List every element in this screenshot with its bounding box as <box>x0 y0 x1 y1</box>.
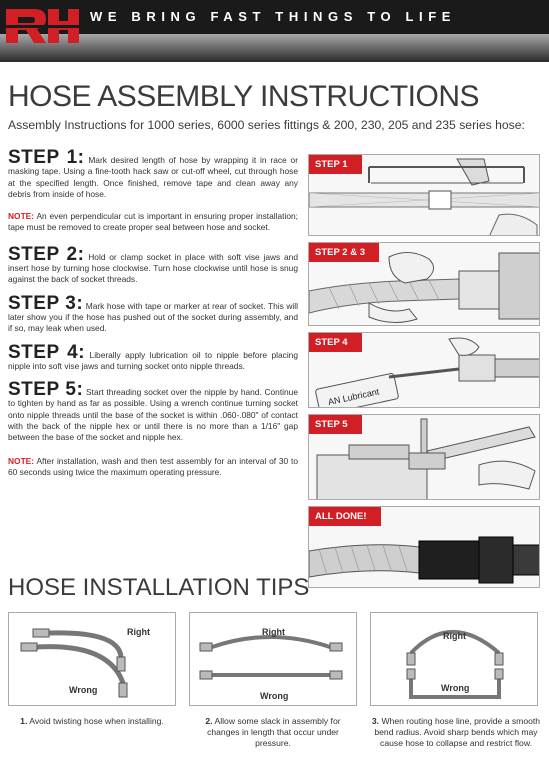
right-label: Right <box>262 627 285 637</box>
panel-all-done <box>308 506 540 588</box>
step-label: STEP 3: <box>8 292 84 314</box>
right-label: Right <box>127 627 150 637</box>
step-text: Mark desired length of hose by wrapping it in race or masking tape. Using a fine-tooth hack saw or cut-off wheel, cut through hose at the specified length. Once finished, remove tape and clean away any debris from inside of hose. <box>8 155 298 199</box>
tip-text: Allow some slack in assembly for changes in length that occur under pressure. <box>207 716 341 748</box>
tip-3-caption <box>370 716 542 749</box>
panel-tag: STEP 5 <box>309 415 362 434</box>
step-5 <box>8 379 299 443</box>
tip-2-illustration <box>189 612 357 706</box>
panel-step-4 <box>308 332 540 408</box>
note-testing <box>8 456 298 479</box>
tip-number: 1. <box>20 716 28 726</box>
tip-1-illustration <box>8 612 176 706</box>
rh-logo <box>4 5 80 47</box>
tip-number: 2. <box>205 716 213 726</box>
step-2 <box>8 243 299 286</box>
step-3 <box>8 292 298 335</box>
lubricant-label: AN Lubricant <box>327 386 381 408</box>
tip-1-caption <box>8 716 176 727</box>
note-text: After installation, wash and then test assembly for an interval of 30 to 60 seconds using twice the maximum operating pressure. <box>8 455 298 477</box>
step-4 <box>8 341 298 373</box>
panel-tag: STEP 1 <box>309 155 362 174</box>
tip-text: Avoid twisting hose when installing. <box>29 716 164 726</box>
tagline: WE BRING FAST THINGS TO LIFE <box>90 9 457 24</box>
panel-step-2-3 <box>308 242 540 326</box>
wrong-label: Wrong <box>441 683 470 693</box>
header-banner <box>0 0 549 62</box>
step-1 <box>8 147 298 200</box>
step-text: Mark hose with tape or marker at rear of socket. This will later show you if the hose has pushed out of the socket during assembly, and if so, may leak when used. <box>8 300 298 334</box>
step-label: STEP 4: <box>8 341 86 363</box>
tip-3-illustration <box>370 612 538 706</box>
step-text: Liberally apply lubrication oil to nipple before placing nipple into soft vise jaws and turning socket onto nipple threads. <box>8 349 298 371</box>
step-label: STEP 2: <box>8 243 85 265</box>
panel-tag: ALL DONE! <box>309 507 381 526</box>
step-text: Hold or clamp socket in place with soft vise jaws and insert hose by turning hose clockwise. Turn hose clockwise until hose is snug against the back of socket threads. <box>8 251 299 285</box>
page-subtitle: Assembly Instructions for 1000 series, 6000 series fittings & 200, 230, 205 and 235 series hose: <box>8 118 525 132</box>
step-label: STEP 1: <box>8 147 85 168</box>
tips-title: HOSE INSTALLATION TIPS <box>8 574 310 601</box>
panel-tag: STEP 4 <box>309 333 362 352</box>
tip-number: 3. <box>371 716 380 726</box>
panel-step-1 <box>308 154 540 236</box>
note-text: An even perpendicular cut is important in ensuring proper installation; tape must be removed to create proper seal between hose and socket. <box>8 211 298 233</box>
tip-text: When routing hose line, provide a smooth bend radius. Avoid sharp bends which may cause hose to collapse and restrict flow. <box>374 716 541 748</box>
note-cut <box>8 211 298 234</box>
wrong-label: Wrong <box>260 691 289 701</box>
right-label: Right <box>443 631 466 641</box>
wrong-label: Wrong <box>69 685 98 695</box>
panel-tag: STEP 2 & 3 <box>309 243 379 262</box>
step-text: Start threading socket over the nipple by hand. Continue to tighten by hand as far as possible. Using a wrench continue turning socket onto nipple threads until the base of the socket is within .060-.080" of contact with the back of the nipple hex or until there is no more than a 1/16" gap between the base of the socket and nipple hex. <box>8 387 299 443</box>
panel-step-5 <box>308 414 540 500</box>
note-label: NOTE: <box>8 211 35 222</box>
note-label: NOTE: <box>8 455 35 466</box>
page-title: HOSE ASSEMBLY INSTRUCTIONS <box>8 80 479 113</box>
step-label: STEP 5: <box>8 379 84 401</box>
tip-2-caption <box>189 716 357 749</box>
steps-column <box>8 147 299 478</box>
